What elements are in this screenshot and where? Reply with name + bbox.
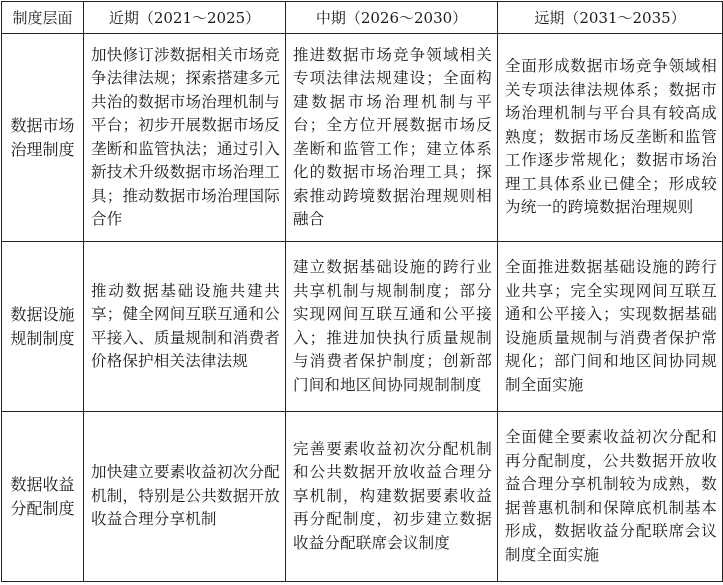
policy-table [1,1,723,582]
cell-long-term: 全面推进数据基础设施的跨行业共享；完全实现网间互联互通和公平接入；实现数据基础设施质量规制与消费者保护常规化；部门间和地区间协同规制全面实施 [498,242,723,412]
cell-long-term: 全面健全要素收益初次分配和再分配制度，公共数据开放收益合理分享机制较为成熟，数据普惠机制和保障底机制基本形成，数据收益分配联席会议制度全面实施 [498,412,723,582]
cell-mid-term: 推进数据市场竞争领域相关专项法律法规建设；全面构建数据市场治理机制与平台；全方位开展数据市场反垄断和监管工作；建立体系化的数据市场治理工具；探索推动跨境数据治理规则相融合 [286,34,498,242]
cell-near-term: 推动数据基础设施共建共享；健全网间互联互通和公平接入、质量规制和消费者价格保护相关法律法规 [84,242,286,412]
table-row [2,412,723,582]
row-category-label: 数据设施规制制度 [10,304,75,348]
table-row [2,34,723,242]
row-category [2,412,84,582]
header-row [2,2,723,34]
cell-mid-term: 建立数据基础设施的跨行业共享机制与规制制度；部分实现网间互联互通和公平接入；推进加快执行质量规制与消费者保护制度；创新部门间和地区间协同规制制度 [286,242,498,412]
header-mid-term: 中期（2026～2030） [286,2,498,34]
table-row [2,242,723,412]
cell-near-term: 加快修订涉数据相关市场竞争法律法规；探索搭建多元共治的数据市场治理机制与平台；初步开展数据市场反垄断和监管执法；通过引入新技术升级数据市场治理工具；推动数据市场治理国际合作 [84,34,286,242]
cell-long-term: 全面形成数据市场竞争领域相关专项法律法规体系；数据市场治理机制与平台具有较高成熟度；数据市场反垄断和监管工作逐步常规化；数据市场治理工具体系业已健全；形成较为统一的跨境数据治理规则 [498,34,723,242]
row-category-label: 数据收益分配制度 [10,474,75,518]
row-category-label: 数据市场治理制度 [10,115,75,159]
row-category [2,34,84,242]
header-category: 制度层面 [2,2,84,34]
header-long-term: 远期（2031～2035） [498,2,723,34]
cell-mid-term: 完善要素收益初次分配机制和公共数据开放收益合理分享机制，构建数据要素收益再分配制度，初步建立数据收益分配联席会议制度 [286,412,498,582]
row-category [2,242,84,412]
header-near-term: 近期（2021～2025） [84,2,286,34]
cell-near-term: 加快建立要素收益初次分配机制，特别是公共数据开放收益合理分享机制 [84,412,286,582]
